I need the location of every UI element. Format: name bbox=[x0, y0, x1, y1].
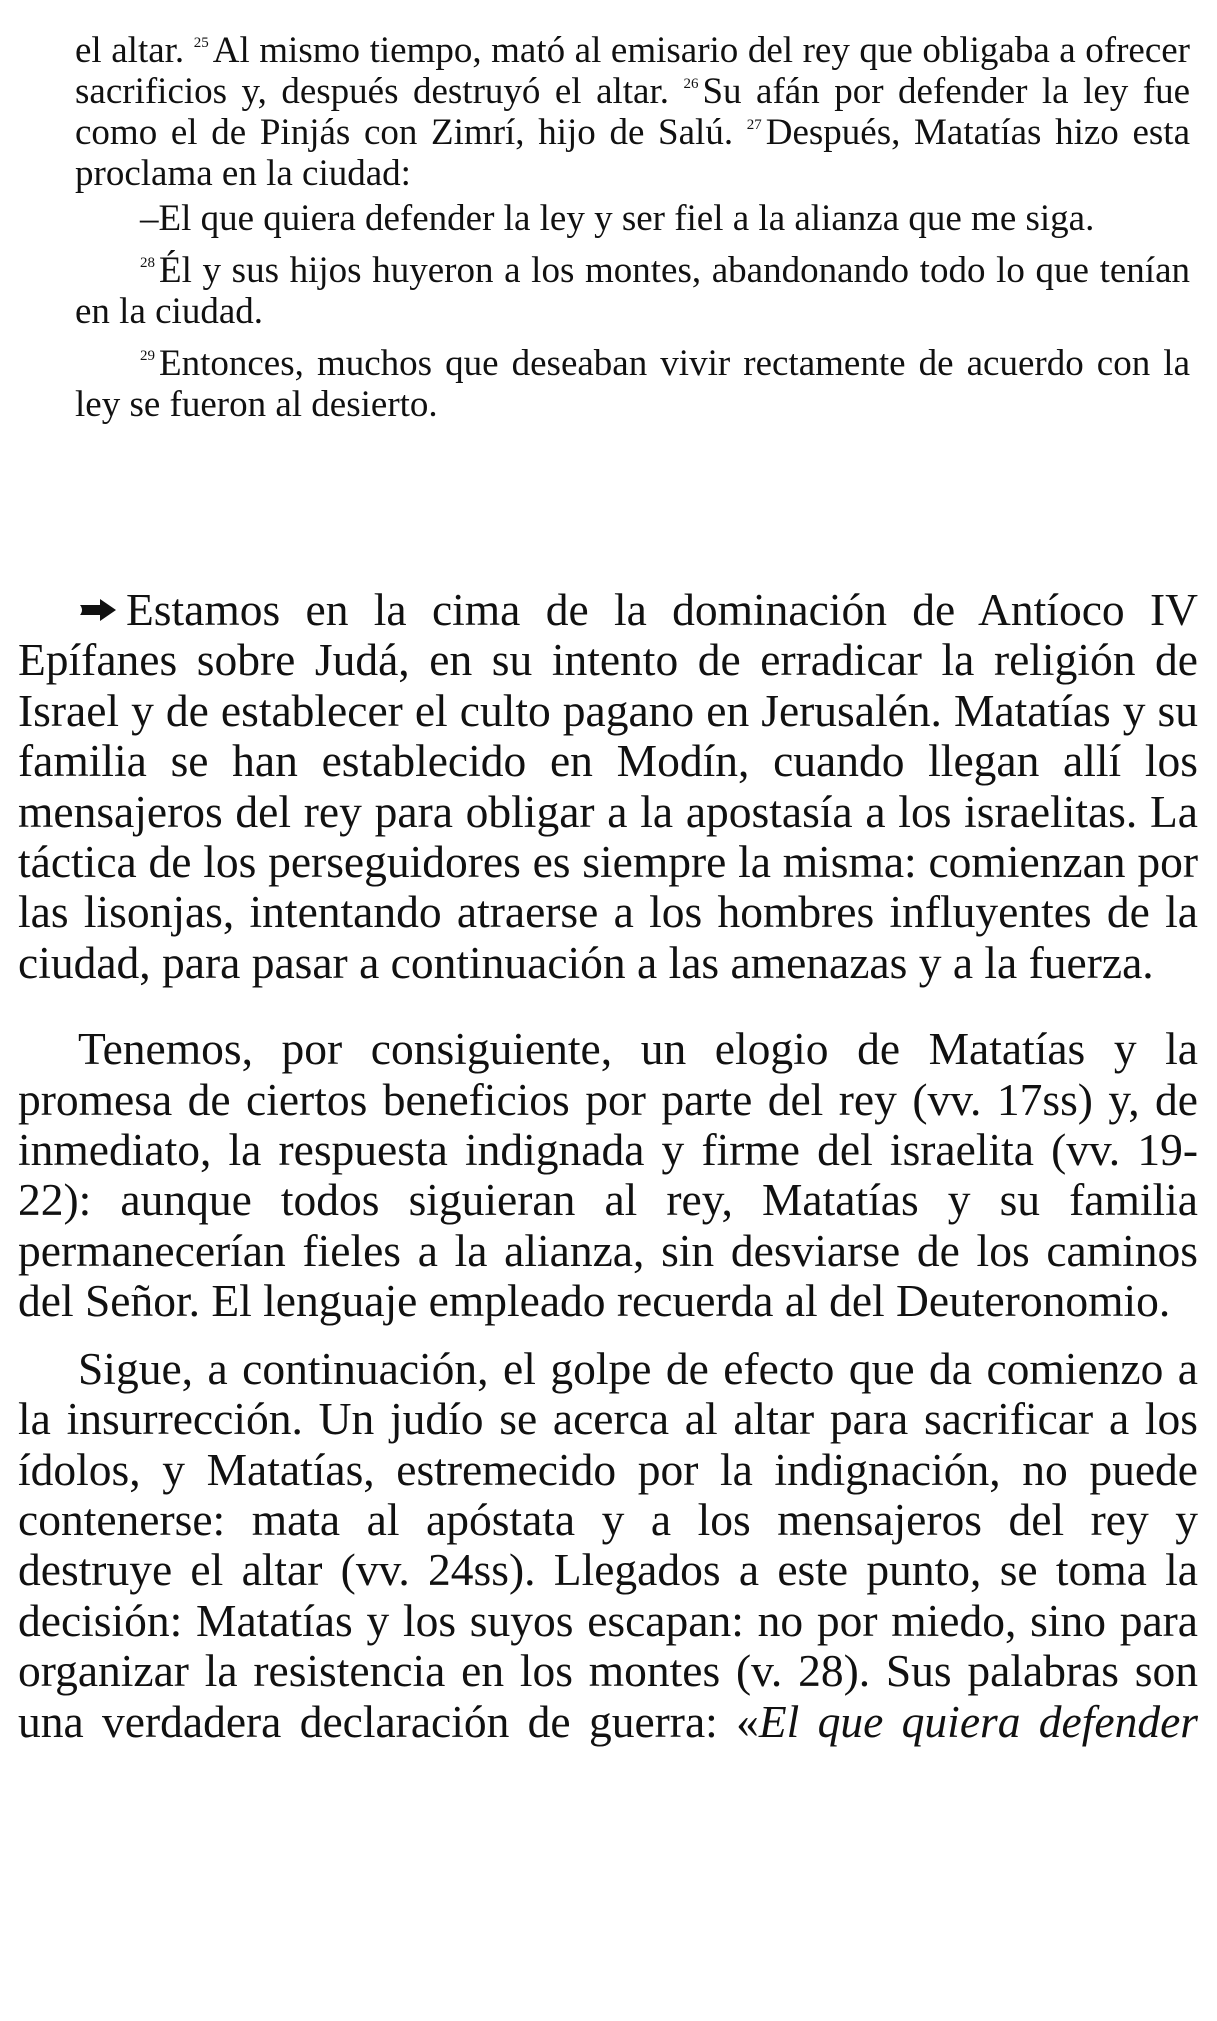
scripture-text: Su afán por defender la ley fue como el de Pinjás con Zimrí, hijo de Salú. bbox=[75, 71, 1190, 153]
verse-number: 26 bbox=[683, 76, 699, 92]
scripture-text: Al mismo tiempo, mató al emisario del rey que obligaba a ofrecer sacrificios y, después destruyó el altar. bbox=[75, 30, 1191, 112]
verse-number: 25 bbox=[193, 35, 209, 51]
verse-number: 29 bbox=[140, 348, 155, 364]
scripture-text: Después, Matatías hizo esta proclama en la ciudad: bbox=[75, 112, 1190, 194]
scripture-text: el altar. bbox=[75, 30, 194, 71]
arrow-icon bbox=[78, 598, 118, 622]
verse-number: 27 bbox=[746, 117, 762, 133]
scripture-text: Entonces, muchos que deseaban vivir rectamente de acuerdo con la ley se fueron al desierto. bbox=[75, 343, 1190, 425]
commentary-paragraph bbox=[18, 585, 1198, 988]
scripture-proclamation: –El que quiera defender la ley y ser fiel a la alianza que me siga. bbox=[140, 198, 1095, 239]
commentary-text: Sigue, a continuación, el golpe de efecto que da comienzo a la insurrección. Un judío se acerca al altar para sacrificar a los ídolos, y Matatías, estremecido por la indignación, no puede contenerse: mata al apóstata y a los mensajeros del rey y destruye el altar (vv. 24ss). Llegados a este punto, se toma la decisión: Matatías y los suyos escapan: no por miedo, sino para organizar la resistencia en los montes (v. 28). Sus palabras son una verdadera declaración de guerra: « bbox=[18, 1342, 1198, 1747]
commentary-paragraph: Tenemos, por consiguiente, un elogio de Matatías y la promesa de ciertos beneficios por parte del rey (vv. 17ss) y, de inmediato, la respuesta indignada y firme del israelita (vv. 19-22): aunque todos siguieran al rey, Matatías y su familia permanecerían fieles a la alianza, sin desviarse de los caminos del Señor. El lenguaje empleado recuerda al del Deuteronomio. bbox=[18, 1023, 1198, 1327]
quoted-speech: El que quiera defender bbox=[758, 1695, 1198, 1747]
scripture-paragraph bbox=[75, 250, 1190, 332]
scripture-text: Él y sus hijos huyeron a los montes, abandonando todo lo que tenían en la ciudad. bbox=[75, 250, 1190, 332]
scripture-paragraph bbox=[75, 343, 1190, 425]
scripture-paragraph bbox=[75, 30, 1190, 194]
commentary-section bbox=[18, 585, 1198, 1747]
scripture-passage bbox=[75, 30, 1190, 425]
commentary-paragraph bbox=[18, 1344, 1198, 1747]
verse-number: 28 bbox=[140, 255, 155, 271]
commentary-text: Estamos en la cima de la dominación de Antíoco IV Epífanes sobre Judá, en su intento de erradicar la religión de Israel y de establecer el culto pagano en Jerusalén. Matatías y su familia se han establecido en Modín, cuando llegan allí los mensajeros del rey para obligar a la apostasía a los israelitas. La táctica de los perseguidores es siempre la misma: comienzan por las lisonjas, intentando atraerse a los hombres influyentes de la ciudad, para pasar a continuación a las amenazas y a la fuerza. bbox=[18, 584, 1198, 988]
